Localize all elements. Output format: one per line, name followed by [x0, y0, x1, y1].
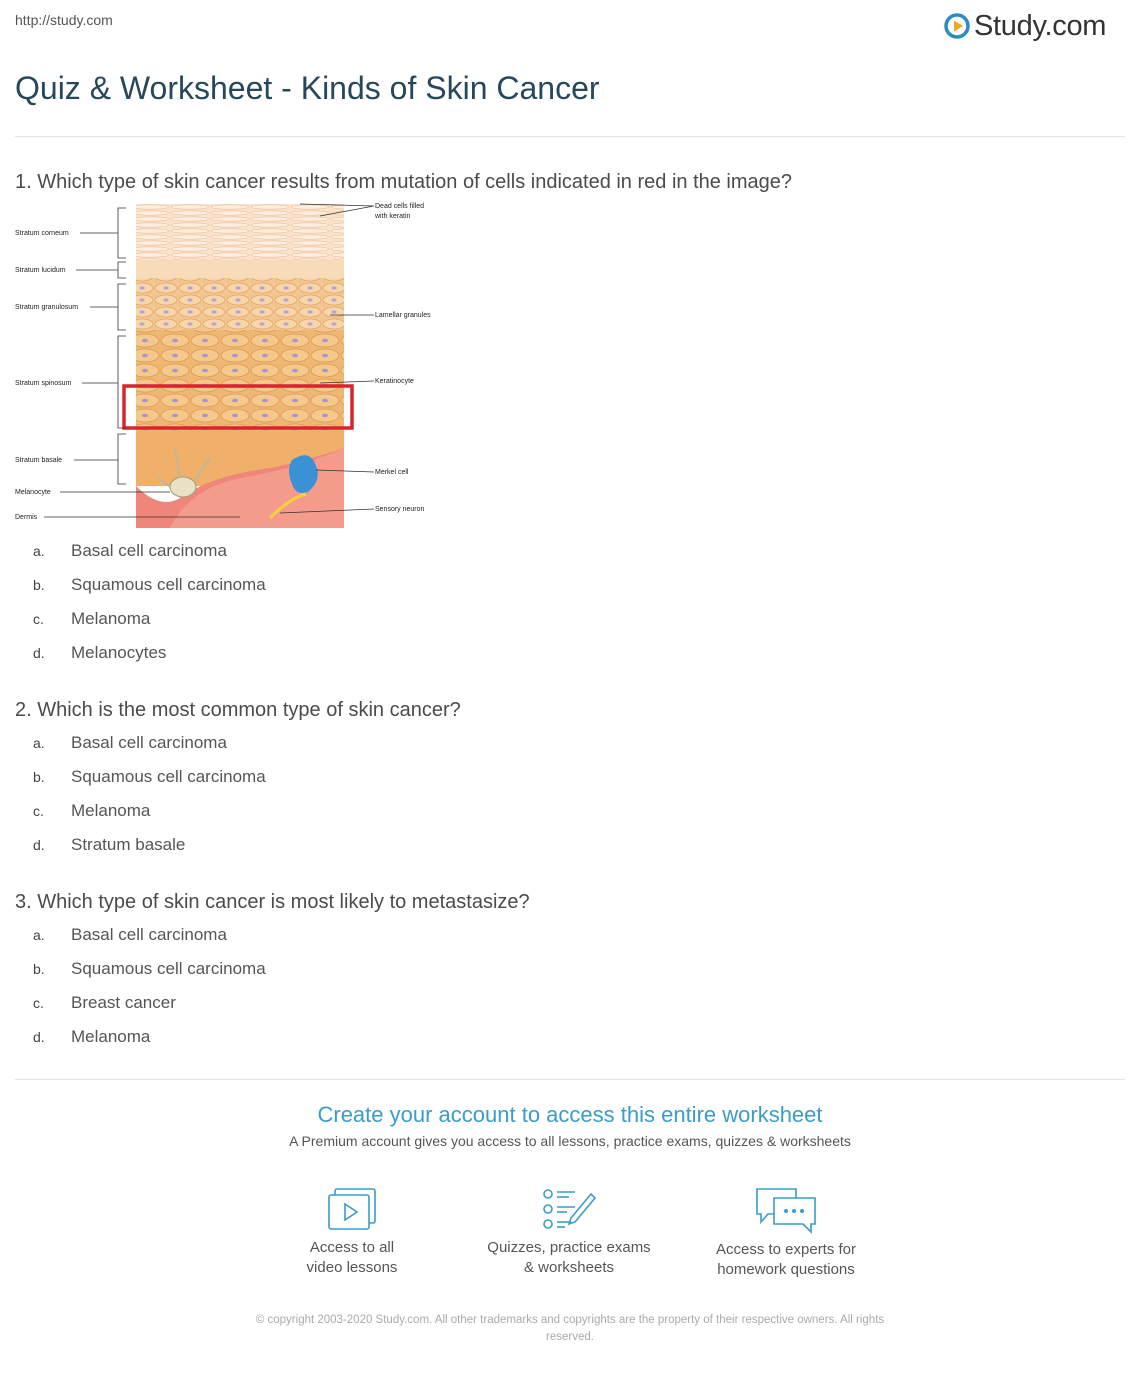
answer-text: Melanoma [71, 1027, 151, 1046]
answer-letter: a. [33, 927, 45, 943]
answer-letter: b. [33, 961, 45, 977]
label-keratinocyte: Keratinocyte [375, 378, 414, 385]
answer-text: Melanoma [71, 609, 151, 628]
brand-name: Study.com [974, 9, 1107, 42]
q2-answer-d[interactable] [33, 834, 185, 856]
cta-divider [15, 1079, 1125, 1080]
page-title: Quiz & Worksheet - Kinds of Skin Cancer [15, 70, 600, 106]
label-stratum-corneum: Stratum corneum [15, 230, 69, 237]
label-lamellar-granules: Lamellar granules [375, 312, 431, 319]
answer-letter: d. [33, 837, 45, 853]
feature-label-line2: & worksheets [523, 1259, 615, 1276]
feature-label-line2: homework questions [717, 1261, 855, 1278]
question-2-text: 2. Which is the most common type of skin cancer? [15, 699, 461, 721]
label-dead-cells-1: Dead cells filled [375, 203, 425, 210]
q3-answer-d[interactable] [33, 1026, 150, 1048]
q2-answer-c[interactable] [33, 800, 150, 822]
answer-text: Basal cell carcinoma [71, 733, 227, 752]
label-dead-cells-2: with keratin [375, 213, 411, 220]
site-url[interactable]: http://study.com [15, 12, 113, 28]
q3-answer-b[interactable] [33, 958, 266, 980]
label-dermis: Dermis [15, 514, 38, 521]
label-stratum-granulosum: Stratum granulosum [15, 304, 79, 311]
q2-answer-b[interactable] [33, 766, 266, 788]
feature-label-line1: Quizzes, practice exams [487, 1239, 651, 1256]
answer-letter: d. [33, 1029, 45, 1045]
answer-text: Melanoma [71, 801, 151, 820]
label-melanocyte: Melanocyte [15, 489, 51, 496]
answer-letter: c. [33, 995, 44, 1011]
answer-letter: a. [33, 543, 45, 559]
feature-label-line1: Access to all [309, 1239, 395, 1256]
label-stratum-basale: Stratum basale [15, 457, 63, 464]
label-merkel-cell: Merkel cell [375, 469, 409, 476]
cta-subtitle: A Premium account gives you access to all lessons, practice exams, quizzes & worksheets [289, 1133, 851, 1149]
feature-video-lessons [252, 1186, 452, 1278]
answer-letter: c. [33, 803, 44, 819]
copyright-line1: © copyright 2003-2020 Study.com. All other trademarks and copyrights are the property of their respective owners. All rights [255, 1314, 885, 1326]
answer-text: Squamous cell carcinoma [71, 959, 266, 978]
copyright-line2: reserved. [546, 1331, 594, 1343]
video-lesson-icon [326, 1186, 378, 1232]
q1-answer-a[interactable] [33, 540, 227, 562]
answer-letter: b. [33, 769, 45, 785]
answer-letter: d. [33, 645, 45, 661]
feature-label-line1: Access to experts for [715, 1241, 857, 1258]
answer-letter: c. [33, 611, 44, 627]
question-1-text: 1. Which type of skin cancer results from mutation of cells indicated in red in the image? [15, 171, 793, 193]
play-logo-icon [944, 13, 970, 39]
study-logo[interactable] [944, 6, 1106, 46]
quiz-list-icon [541, 1186, 597, 1232]
feature-experts [686, 1186, 886, 1280]
q3-answer-c[interactable] [33, 992, 176, 1014]
label-stratum-spinosum: Stratum spinosum [15, 380, 72, 387]
answer-text: Basal cell carcinoma [71, 541, 227, 560]
answer-text: Melanocytes [71, 643, 167, 662]
copyright-notice [215, 1312, 925, 1346]
answer-letter: b. [33, 577, 45, 593]
q1-answer-c[interactable] [33, 608, 150, 630]
q1-answer-b[interactable] [33, 574, 266, 596]
feature-quizzes [469, 1186, 669, 1278]
feature-label-line2: video lessons [306, 1259, 398, 1276]
answer-text: Squamous cell carcinoma [71, 767, 266, 786]
chat-bubbles-icon [754, 1186, 818, 1234]
q1-answer-d[interactable] [33, 642, 166, 664]
answer-letter: a. [33, 735, 45, 751]
q2-answer-a[interactable] [33, 732, 227, 754]
title-divider [15, 136, 1125, 137]
answer-text: Stratum basale [71, 835, 186, 854]
label-stratum-lucidum: Stratum lucidum [15, 267, 66, 274]
label-sensory-neuron: Sensory neuron [375, 506, 425, 513]
cta-title-link[interactable]: Create your account to access this entire worksheet [317, 1102, 823, 1127]
question-3-text: 3. Which type of skin cancer is most likely to metastasize? [15, 891, 530, 913]
answer-text: Breast cancer [71, 993, 176, 1012]
answer-text: Basal cell carcinoma [71, 925, 227, 944]
q3-answer-a[interactable] [33, 924, 227, 946]
answer-text: Squamous cell carcinoma [71, 575, 266, 594]
skin-layers-diagram [10, 198, 450, 532]
